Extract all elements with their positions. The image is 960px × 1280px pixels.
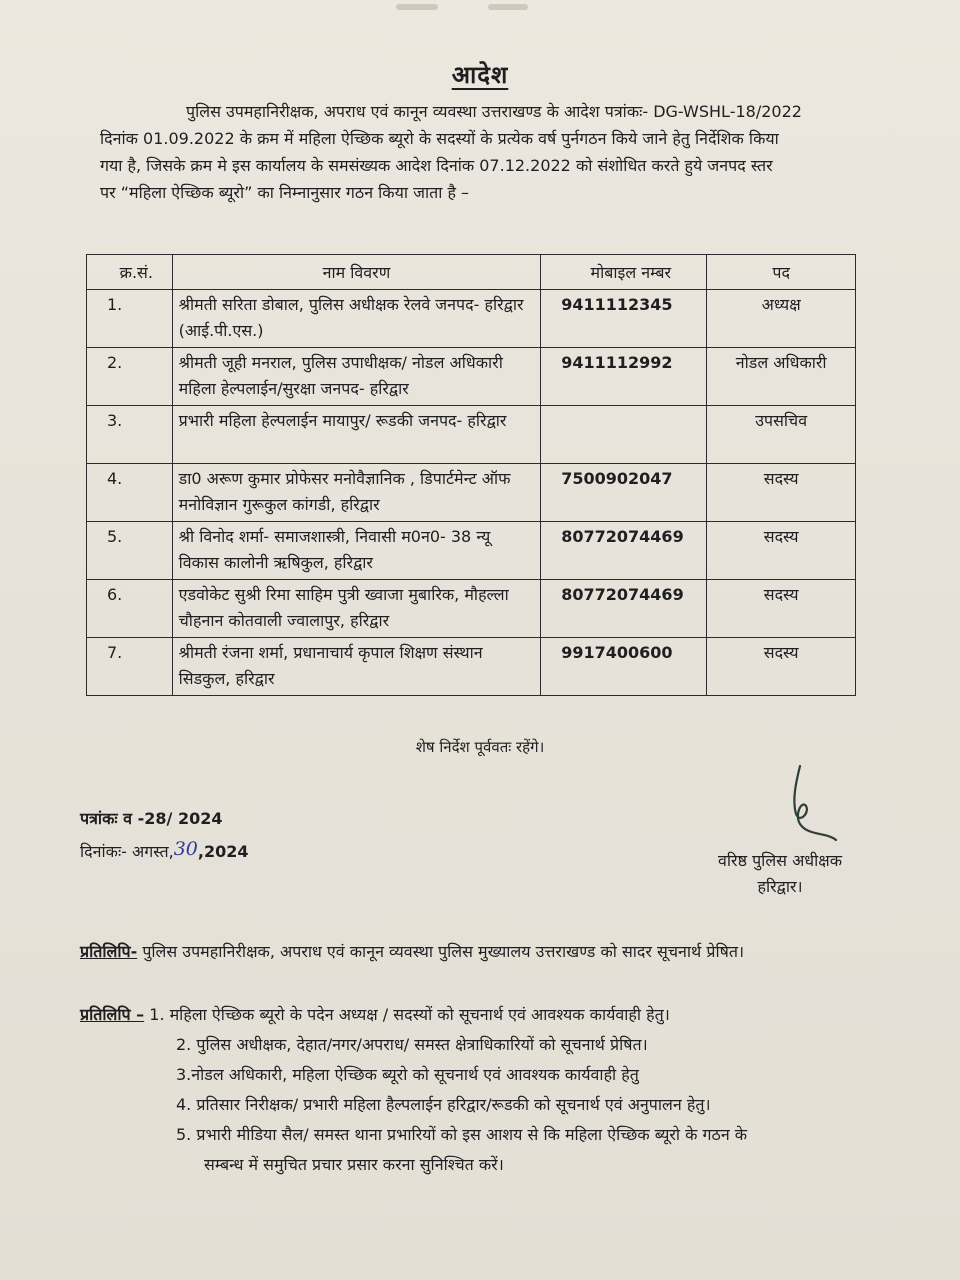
intro-line: पुलिस उपमहानिरीक्षक, अपराध एवं कानून व्यवस्था उत्तराखण्ड के आदेश पत्रांकः- DG-WSHL-18/2022 [186, 102, 802, 121]
table-row [87, 290, 856, 348]
paper-fold-mark [488, 4, 528, 10]
cell-mobile: 9917400600 [541, 638, 707, 696]
cell-serial: 1. [87, 290, 173, 348]
cell-serial: 4. [87, 464, 173, 522]
table-row [87, 348, 856, 406]
list-item: 4. प्रतिसार निरीक्षक/ प्रभारी महिला हैल्पलाईन हरिद्वार/रूडकी को सूचनार्थ एवं अनुपालन हेतु। [176, 1095, 711, 1114]
cell-post: उपसचिव [707, 406, 856, 464]
cell-name: एडवोकेट सुश्री रिमा साहिम पुत्री ख्वाजा मुबारिक, मौहल्ला चौहनान कोतवाली ज्वालापुर, हरिद्वार [172, 580, 541, 638]
cell-name: प्रभारी महिला हेल्पलाईन मायापुर/ रूडकी जनपद- हरिद्वार [172, 406, 541, 464]
signature-mark [786, 762, 846, 846]
copy-to-hq [80, 940, 744, 962]
table-header-row [87, 255, 856, 290]
list-item: प्रतिलिपि – 1. महिला ऐच्छिक ब्यूरो के पदेन अध्यक्ष / सदस्यों को सूचनार्थ एवं आवश्यक कार्यवाही हेतु। [80, 1005, 670, 1024]
list-item: 2. पुलिस अधीक्षक, देहात/नगर/अपराध/ समस्त क्षेत्राधिकारियों को सूचनार्थ प्रेषित। [176, 1035, 648, 1054]
list-item: 5. प्रभारी मीडिया सैल/ समस्त थाना प्रभारियों को इस आशय से कि महिला ऐच्छिक ब्यूरो के गठन के [176, 1125, 748, 1144]
cell-serial: 7. [87, 638, 173, 696]
cell-name: डा0 अरूण कुमार प्रोफेसर मनोवैज्ञानिक , डिपार्टमेन्ट ऑफ मनोविज्ञान गुरूकुल कांगडी, हरिद्वार [172, 464, 541, 522]
header-serial: क्र.सं. [87, 255, 173, 290]
cell-mobile: 7500902047 [541, 464, 707, 522]
signing-officer [718, 848, 842, 900]
cell-mobile [541, 406, 707, 464]
order-title: आदेश [451, 61, 509, 89]
header-name: नाम विवरण [172, 255, 541, 290]
cell-post: सदस्य [707, 638, 856, 696]
table-row [87, 638, 856, 696]
cell-name: श्रीमती रंजना शर्मा, प्रधानाचार्य कृपाल शिक्षण संस्थान सिडकुल, हरिद्वार [172, 638, 541, 696]
cell-serial: 3. [87, 406, 173, 464]
officer-place: हरिद्वार। [757, 877, 803, 896]
remaining-instructions: शेष निर्देश पूर्ववतः रहेंगे। [415, 738, 545, 756]
list-item: 3.नोडल अधिकारी, महिला ऐच्छिक ब्यूरो को सूचनार्थ एवं आवश्यक कार्यवाही हेतु [176, 1065, 639, 1084]
cell-name: श्री विनोद शर्मा- समाजशास्त्री, निवासी म0न0- 38 न्यू विकास कालोनी ऋषिकुल, हरिद्वार [172, 522, 541, 580]
cell-post: नोडल अधिकारी [707, 348, 856, 406]
intro-line: गया है, जिसके क्रम मे इस कार्यालय के समसंख्यक आदेश दिनांक 07.12.2022 को संशोधित करते हुये जनपद स्तर [100, 156, 773, 175]
cell-name: श्रीमती सरिता डोबाल, पुलिस अधीक्षक रेलवे जनपद- हरिद्वार (आई.पी.एस.) [172, 290, 541, 348]
cell-mobile: 9411112345 [541, 290, 707, 348]
officer-designation: वरिष्ठ पुलिस अधीक्षक [718, 851, 843, 870]
letter-number: पत्रांकः व -28/ 2024 [80, 809, 223, 828]
cell-mobile: 80772074469 [541, 580, 707, 638]
copy-distribution-list [80, 1000, 747, 1180]
handwritten-date: 30 [173, 838, 198, 860]
copy-label: प्रतिलिपि – [80, 1005, 145, 1024]
copy-text: पुलिस उपमहानिरीक्षक, अपराध एवं कानून व्यवस्था पुलिस मुख्यालय उत्तराखण्ड को सादर सूचनार्थ प्रेषित। [137, 942, 745, 961]
cell-post: सदस्य [707, 464, 856, 522]
cell-mobile: 80772074469 [541, 522, 707, 580]
cell-post: सदस्य [707, 580, 856, 638]
cell-post: अध्यक्ष [707, 290, 856, 348]
cell-post: सदस्य [707, 522, 856, 580]
table-row [87, 464, 856, 522]
cell-serial: 5. [87, 522, 173, 580]
letter-date: दिनांकः- अगस्त,30,2024 [80, 838, 249, 861]
list-item-continuation: सम्बन्ध में समुचित प्रचार प्रसार करना सुनिश्चित करें। [204, 1155, 504, 1174]
cell-serial: 6. [87, 580, 173, 638]
intro-line: दिनांक 01.09.2022 के क्रम में महिला ऐच्छिक ब्यूरो के सदस्यों के प्रत्येक वर्ष पुर्नगठन किये जाने हेतु निर्देशिक किया [100, 129, 779, 148]
table-row [87, 406, 856, 464]
paper-fold-mark [396, 4, 438, 10]
table-row [87, 580, 856, 638]
header-post: पद [707, 255, 856, 290]
intro-line: पर “महिला ऐच्छिक ब्यूरो” का निम्नानुसार गठन किया जाता है – [100, 183, 470, 202]
intro-paragraph [100, 98, 900, 206]
copy-label: प्रतिलिपि- [80, 942, 138, 961]
header-mobile: मोबाइल नम्बर [541, 255, 707, 290]
cell-name: श्रीमती जूही मनराल, पुलिस उपाधीक्षक/ नोडल अधिकारी महिला हेल्पलाईन/सुरक्षा जनपद- हरिद्वार [172, 348, 541, 406]
cell-serial: 2. [87, 348, 173, 406]
table-row [87, 522, 856, 580]
bureau-members-table [86, 254, 856, 696]
reference-block [80, 803, 249, 867]
cell-mobile: 9411112992 [541, 348, 707, 406]
